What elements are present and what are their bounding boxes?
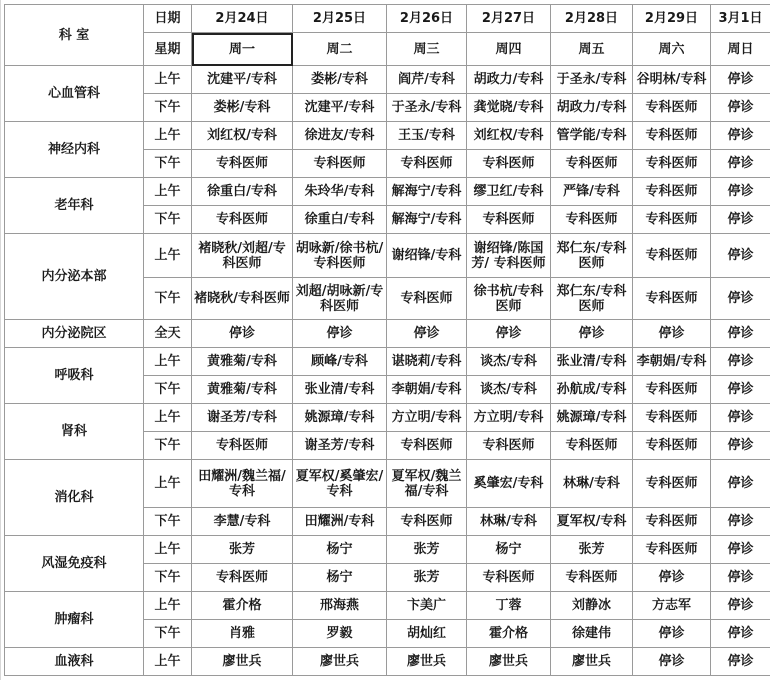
doctor-cell[interactable]: 张芳 xyxy=(387,536,467,564)
department-cell[interactable]: 心血管科 xyxy=(5,66,144,122)
doctor-cell[interactable]: 解海宁/专科 xyxy=(387,178,467,206)
doctor-cell[interactable]: 刘超/胡咏新/专科医师 xyxy=(293,278,387,320)
doctor-cell[interactable]: 停诊 xyxy=(711,234,770,278)
doctor-cell[interactable]: 停诊 xyxy=(711,278,770,320)
period-cell[interactable]: 上午 xyxy=(144,404,192,432)
doctor-cell[interactable]: 严锋/专科 xyxy=(551,178,633,206)
doctor-cell[interactable]: 停诊 xyxy=(711,564,770,592)
date-cell[interactable]: 2月27日 xyxy=(467,5,551,33)
doctor-cell[interactable]: 停诊 xyxy=(633,648,711,676)
doctor-cell[interactable]: 停诊 xyxy=(633,320,711,348)
doctor-cell[interactable]: 停诊 xyxy=(387,320,467,348)
doctor-cell[interactable]: 杨宁 xyxy=(293,536,387,564)
doctor-cell[interactable]: 沈建平/专科 xyxy=(192,66,293,94)
department-cell[interactable]: 老年科 xyxy=(5,178,144,234)
doctor-cell[interactable]: 林琳/专科 xyxy=(551,460,633,508)
doctor-cell[interactable]: 专科医师 xyxy=(192,206,293,234)
doctor-cell[interactable]: 管学能/专科 xyxy=(551,122,633,150)
doctor-cell[interactable]: 王玉/专科 xyxy=(387,122,467,150)
doctor-cell[interactable]: 专科医师 xyxy=(192,564,293,592)
period-cell[interactable]: 下午 xyxy=(144,508,192,536)
doctor-cell[interactable]: 专科医师 xyxy=(551,150,633,178)
doctor-cell[interactable]: 郑仁东/专科医师 xyxy=(551,234,633,278)
weekday-cell[interactable]: 周三 xyxy=(387,33,467,66)
doctor-cell[interactable]: 专科医师 xyxy=(551,564,633,592)
schedule-row xyxy=(5,648,770,676)
doctor-cell[interactable]: 姚源璋/专科 xyxy=(551,404,633,432)
doctor-cell[interactable]: 停诊 xyxy=(711,320,770,348)
doctor-cell[interactable]: 田耀洲/专科 xyxy=(293,508,387,536)
doctor-cell[interactable]: 专科医师 xyxy=(633,508,711,536)
doctor-cell[interactable]: 停诊 xyxy=(711,348,770,376)
doctor-cell[interactable]: 张芳 xyxy=(192,536,293,564)
doctor-cell[interactable]: 停诊 xyxy=(711,404,770,432)
doctor-cell[interactable]: 谢圣芳/专科 xyxy=(192,404,293,432)
doctor-cell[interactable]: 阎芹/专科 xyxy=(387,66,467,94)
doctor-cell[interactable]: 专科医师 xyxy=(467,432,551,460)
schedule-row xyxy=(5,460,770,508)
doctor-cell[interactable]: 邢海燕 xyxy=(293,592,387,620)
doctor-cell[interactable]: 朱玲华/专科 xyxy=(293,178,387,206)
doctor-cell[interactable]: 专科医师 xyxy=(633,536,711,564)
doctor-cell[interactable]: 李慧/专科 xyxy=(192,508,293,536)
doctor-cell[interactable]: 张芳 xyxy=(387,564,467,592)
doctor-cell[interactable]: 孙航成/专科 xyxy=(551,376,633,404)
date-cell[interactable]: 2月24日 xyxy=(192,5,293,33)
doctor-cell[interactable]: 廖世兵 xyxy=(387,648,467,676)
doctor-cell[interactable]: 谢圣芳/专科 xyxy=(293,432,387,460)
doctor-cell[interactable]: 于圣永/专科 xyxy=(551,66,633,94)
doctor-cell[interactable]: 停诊 xyxy=(711,592,770,620)
doctor-cell[interactable]: 徐建伟 xyxy=(551,620,633,648)
doctor-cell[interactable]: 专科医师 xyxy=(633,432,711,460)
period-cell[interactable]: 下午 xyxy=(144,620,192,648)
week-label-cell[interactable]: 星期 xyxy=(144,33,192,66)
doctor-cell[interactable]: 徐进友/专科 xyxy=(293,122,387,150)
doctor-cell[interactable]: 张业清/专科 xyxy=(293,376,387,404)
doctor-cell[interactable]: 谌晓莉/专科 xyxy=(387,348,467,376)
doctor-cell[interactable]: 停诊 xyxy=(711,178,770,206)
doctor-cell[interactable]: 刘红权/专科 xyxy=(467,122,551,150)
dept-header-cell[interactable]: 科 室 xyxy=(5,5,144,66)
doctor-cell[interactable]: 停诊 xyxy=(711,376,770,404)
doctor-cell[interactable]: 专科医师 xyxy=(293,150,387,178)
doctor-cell[interactable]: 专科医师 xyxy=(192,432,293,460)
weekday-cell[interactable]: 周五 xyxy=(551,33,633,66)
date-cell[interactable]: 2月28日 xyxy=(551,5,633,33)
doctor-cell[interactable]: 停诊 xyxy=(711,460,770,508)
doctor-cell[interactable]: 专科医师 xyxy=(633,150,711,178)
doctor-cell[interactable]: 专科医师 xyxy=(633,206,711,234)
doctor-cell[interactable]: 谈杰/专科 xyxy=(467,348,551,376)
doctor-cell[interactable]: 李朝娟/专科 xyxy=(387,376,467,404)
doctor-cell[interactable]: 停诊 xyxy=(711,620,770,648)
doctor-cell[interactable]: 方立明/专科 xyxy=(467,404,551,432)
doctor-cell[interactable]: 李朝娟/专科 xyxy=(633,348,711,376)
doctor-cell[interactable]: 顾峰/专科 xyxy=(293,348,387,376)
period-cell[interactable]: 上午 xyxy=(144,234,192,278)
doctor-cell[interactable]: 胡政力/专科 xyxy=(551,94,633,122)
header-row-dates xyxy=(5,5,770,33)
period-cell[interactable]: 上午 xyxy=(144,536,192,564)
doctor-cell[interactable]: 霍介格 xyxy=(467,620,551,648)
doctor-cell[interactable]: 胡政力/专科 xyxy=(467,66,551,94)
department-cell[interactable]: 血液科 xyxy=(5,648,144,676)
doctor-cell[interactable]: 廖世兵 xyxy=(551,648,633,676)
doctor-cell[interactable]: 张业清/专科 xyxy=(551,348,633,376)
weekday-cell[interactable]: 周六 xyxy=(633,33,711,66)
doctor-cell[interactable]: 方立明/专科 xyxy=(387,404,467,432)
weekday-cell-selected[interactable]: 周一 xyxy=(192,33,293,66)
period-cell[interactable]: 下午 xyxy=(144,564,192,592)
department-cell[interactable]: 神经内科 xyxy=(5,122,144,178)
doctor-cell[interactable]: 褚晓秋/刘超/专科医师 xyxy=(192,234,293,278)
doctor-cell[interactable]: 郑仁东/专科医师 xyxy=(551,278,633,320)
doctor-cell[interactable]: 奚肇宏/专科 xyxy=(467,460,551,508)
doctor-cell[interactable]: 专科医师 xyxy=(633,178,711,206)
period-cell[interactable]: 上午 xyxy=(144,122,192,150)
schedule-row xyxy=(5,234,770,278)
period-cell[interactable]: 上午 xyxy=(144,348,192,376)
doctor-cell[interactable]: 专科医师 xyxy=(633,94,711,122)
doctor-cell[interactable]: 停诊 xyxy=(711,508,770,536)
doctor-cell[interactable]: 专科医师 xyxy=(633,278,711,320)
doctor-cell[interactable]: 徐书杭/专科医师 xyxy=(467,278,551,320)
doctor-cell[interactable]: 廖世兵 xyxy=(192,648,293,676)
doctor-cell[interactable]: 停诊 xyxy=(633,564,711,592)
weekday-cell[interactable]: 周日 xyxy=(711,33,770,66)
doctor-cell[interactable]: 专科医师 xyxy=(192,150,293,178)
doctor-cell[interactable]: 谢绍锋/陈国芳/ 专科医师 xyxy=(467,234,551,278)
schedule-row xyxy=(5,592,770,620)
doctor-cell[interactable]: 专科医师 xyxy=(551,206,633,234)
department-cell[interactable]: 肿瘤科 xyxy=(5,592,144,648)
doctor-cell[interactable]: 胡咏新/徐书杭/专科医师 xyxy=(293,234,387,278)
doctor-cell[interactable]: 徐重白/专科 xyxy=(293,206,387,234)
doctor-cell[interactable]: 姚源璋/专科 xyxy=(293,404,387,432)
period-cell[interactable]: 下午 xyxy=(144,94,192,122)
doctor-cell[interactable]: 专科医师 xyxy=(633,376,711,404)
doctor-cell[interactable]: 专科医师 xyxy=(387,432,467,460)
doctor-cell[interactable]: 停诊 xyxy=(467,320,551,348)
doctor-cell[interactable]: 停诊 xyxy=(192,320,293,348)
department-cell[interactable]: 内分泌院区 xyxy=(5,320,144,348)
period-cell[interactable]: 下午 xyxy=(144,278,192,320)
doctor-cell[interactable]: 胡灿红 xyxy=(387,620,467,648)
doctor-cell[interactable]: 停诊 xyxy=(711,66,770,94)
doctor-cell[interactable]: 霍介格 xyxy=(192,592,293,620)
period-cell[interactable]: 上午 xyxy=(144,592,192,620)
schedule-row xyxy=(5,320,770,348)
schedule-row xyxy=(5,66,770,94)
date-cell[interactable]: 2月26日 xyxy=(387,5,467,33)
doctor-cell[interactable]: 停诊 xyxy=(711,150,770,178)
doctor-cell[interactable]: 林琳/专科 xyxy=(467,508,551,536)
period-cell[interactable]: 下午 xyxy=(144,206,192,234)
date-label-cell[interactable]: 日期 xyxy=(144,5,192,33)
doctor-cell[interactable]: 娄彬/专科 xyxy=(293,66,387,94)
doctor-cell[interactable]: 罗毅 xyxy=(293,620,387,648)
doctor-cell[interactable]: 田耀洲/魏兰福/专科 xyxy=(192,460,293,508)
doctor-cell[interactable]: 停诊 xyxy=(633,620,711,648)
weekday-cell[interactable]: 周二 xyxy=(293,33,387,66)
doctor-cell[interactable]: 专科医师 xyxy=(467,206,551,234)
doctor-cell[interactable]: 廖世兵 xyxy=(293,648,387,676)
doctor-cell[interactable]: 于圣永/专科 xyxy=(387,94,467,122)
weekday-cell[interactable]: 周四 xyxy=(467,33,551,66)
doctor-cell[interactable]: 停诊 xyxy=(711,536,770,564)
department-cell[interactable]: 消化科 xyxy=(5,460,144,536)
doctor-cell[interactable]: 专科医师 xyxy=(633,460,711,508)
doctor-cell[interactable]: 缪卫红/专科 xyxy=(467,178,551,206)
doctor-cell[interactable]: 夏军权/奚肇宏/专科 xyxy=(293,460,387,508)
doctor-cell[interactable]: 刘红权/专科 xyxy=(192,122,293,150)
schedule-row xyxy=(5,348,770,376)
doctor-cell[interactable]: 张芳 xyxy=(551,536,633,564)
doctor-cell[interactable]: 刘静冰 xyxy=(551,592,633,620)
doctor-cell[interactable]: 停诊 xyxy=(711,432,770,460)
period-cell[interactable]: 上午 xyxy=(144,178,192,206)
period-cell[interactable]: 上午 xyxy=(144,66,192,94)
period-cell[interactable]: 上午 xyxy=(144,648,192,676)
period-cell[interactable]: 下午 xyxy=(144,376,192,404)
doctor-cell[interactable]: 杨宁 xyxy=(293,564,387,592)
schedule-table xyxy=(4,4,770,676)
date-cell[interactable]: 3月1日 xyxy=(711,5,770,33)
doctor-cell[interactable]: 专科医师 xyxy=(467,150,551,178)
doctor-cell[interactable]: 停诊 xyxy=(711,648,770,676)
doctor-cell[interactable]: 徐重白/专科 xyxy=(192,178,293,206)
doctor-cell[interactable]: 谢绍锋/专科 xyxy=(387,234,467,278)
doctor-cell[interactable]: 沈建平/专科 xyxy=(293,94,387,122)
doctor-cell[interactable]: 龚觉晓/专科 xyxy=(467,94,551,122)
schedule-row xyxy=(5,122,770,150)
doctor-cell[interactable]: 专科医师 xyxy=(387,508,467,536)
doctor-cell[interactable]: 黄雅菊/专科 xyxy=(192,376,293,404)
department-cell[interactable]: 内分泌本部 xyxy=(5,234,144,320)
doctor-cell[interactable]: 夏军权/专科 xyxy=(551,508,633,536)
department-cell[interactable]: 呼吸科 xyxy=(5,348,144,404)
doctor-cell[interactable]: 谈杰/专科 xyxy=(467,376,551,404)
doctor-cell[interactable]: 褚晓秋/专科医师 xyxy=(192,278,293,320)
schedule-body xyxy=(5,5,770,676)
doctor-cell[interactable]: 娄彬/专科 xyxy=(192,94,293,122)
doctor-cell[interactable]: 廖世兵 xyxy=(467,648,551,676)
doctor-cell[interactable]: 专科医师 xyxy=(633,122,711,150)
doctor-cell[interactable]: 停诊 xyxy=(711,206,770,234)
department-cell[interactable]: 肾科 xyxy=(5,404,144,460)
schedule-row xyxy=(5,178,770,206)
doctor-cell[interactable]: 停诊 xyxy=(293,320,387,348)
doctor-cell[interactable]: 专科医师 xyxy=(633,404,711,432)
doctor-cell[interactable]: 夏军权/魏兰福/专科 xyxy=(387,460,467,508)
doctor-cell[interactable]: 肖雅 xyxy=(192,620,293,648)
doctor-cell[interactable]: 丁蓉 xyxy=(467,592,551,620)
schedule-row xyxy=(5,404,770,432)
doctor-cell[interactable]: 方志军 xyxy=(633,592,711,620)
doctor-cell[interactable]: 杨宁 xyxy=(467,536,551,564)
date-cell[interactable]: 2月25日 xyxy=(293,5,387,33)
doctor-cell[interactable]: 谷明林/专科 xyxy=(633,66,711,94)
doctor-cell[interactable]: 卞美广 xyxy=(387,592,467,620)
doctor-cell[interactable]: 停诊 xyxy=(711,94,770,122)
doctor-cell[interactable]: 专科医师 xyxy=(551,432,633,460)
doctor-cell[interactable]: 专科医师 xyxy=(387,278,467,320)
period-cell[interactable]: 下午 xyxy=(144,432,192,460)
schedule-row xyxy=(5,536,770,564)
period-cell[interactable]: 全天 xyxy=(144,320,192,348)
doctor-cell[interactable]: 专科医师 xyxy=(467,564,551,592)
doctor-cell[interactable]: 专科医师 xyxy=(387,150,467,178)
doctor-cell[interactable]: 黄雅菊/专科 xyxy=(192,348,293,376)
doctor-cell[interactable]: 专科医师 xyxy=(633,234,711,278)
date-cell[interactable]: 2月29日 xyxy=(633,5,711,33)
doctor-cell[interactable]: 解海宁/专科 xyxy=(387,206,467,234)
period-cell[interactable]: 上午 xyxy=(144,460,192,508)
period-cell[interactable]: 下午 xyxy=(144,150,192,178)
doctor-cell[interactable]: 停诊 xyxy=(551,320,633,348)
department-cell[interactable]: 风湿免疫科 xyxy=(5,536,144,592)
doctor-cell[interactable]: 停诊 xyxy=(711,122,770,150)
